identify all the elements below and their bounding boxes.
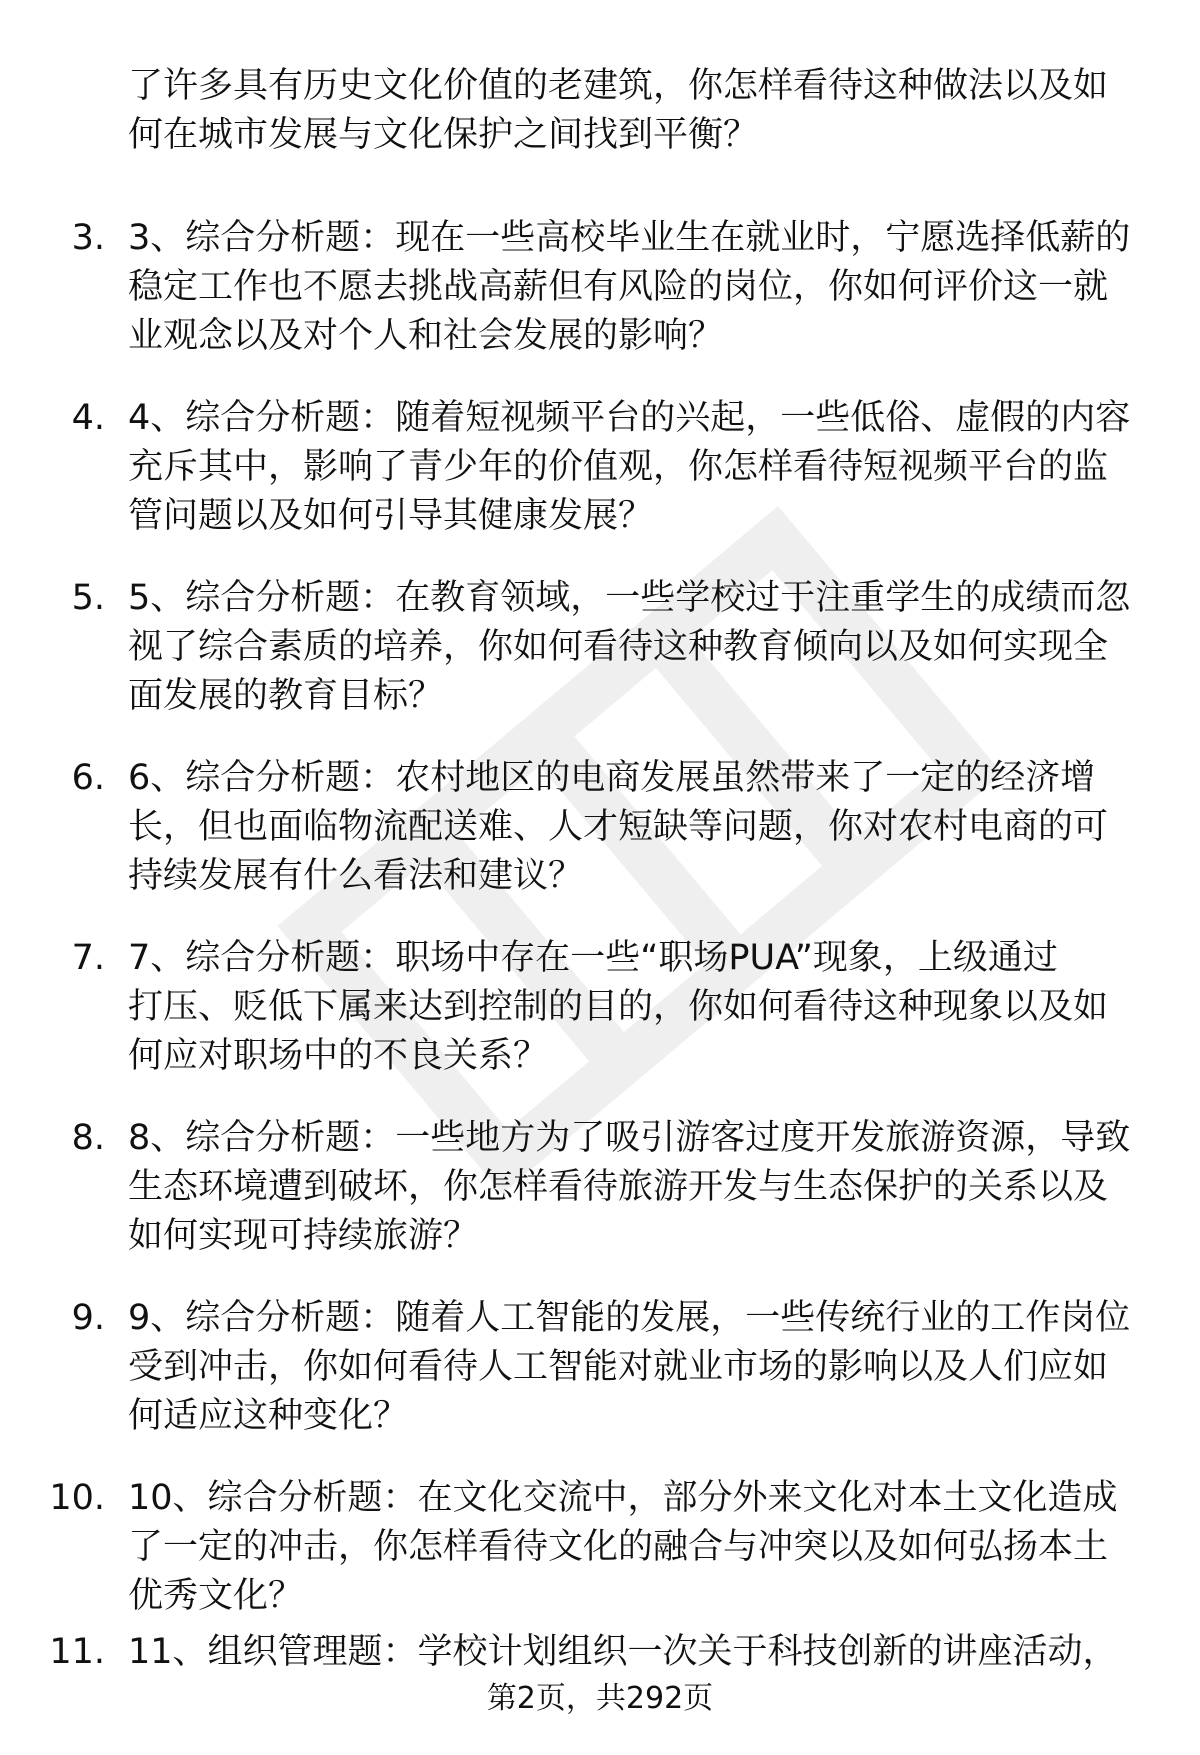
text-line: 长，但也面临物流配送难、人才短缺等问题，你对农村电商的可 [128, 807, 1109, 847]
item-number: 4. [71, 398, 105, 438]
item-number: 9. [71, 1298, 105, 1338]
item-text [128, 214, 1130, 361]
text-line: 10、综合分析题：在文化交流中，部分外来文化对本土文化造成 [128, 1478, 1118, 1518]
item-text [128, 1630, 1118, 1674]
text-line: 受到冲击，你如何看待人工智能对就业市场的影响以及人们应如 [128, 1347, 1109, 1387]
text-line: 3、综合分析题：现在一些高校毕业生在就业时，宁愿选择低薪的 [128, 218, 1131, 258]
item-text [128, 1474, 1118, 1621]
text-line: 生态环境遭到破坏，你怎样看待旅游开发与生态保护的关系以及 [128, 1167, 1109, 1207]
text-line: 视了综合素质的培养，你如何看待这种教育倾向以及如何实现全 [128, 627, 1109, 667]
text-line: 8、综合分析题：一些地方为了吸引游客过度开发旅游资源，导致 [128, 1118, 1131, 1158]
text-line: 7、综合分析题：职场中存在一些“职场PUA”现象，上级通过 [128, 938, 1058, 978]
item-number: 5. [71, 578, 105, 618]
item-text [128, 574, 1130, 721]
item-text [128, 934, 1108, 1081]
text-line: 如何实现可持续旅游？ [128, 1216, 479, 1256]
item-number: 10. [49, 1478, 105, 1518]
item-number: 11. [49, 1632, 105, 1672]
item-number: 8. [71, 1118, 105, 1158]
text-line: 5、综合分析题：在教育领域，一些学校过于注重学生的成绩而忽 [128, 578, 1131, 618]
text-line: 6、综合分析题：农村地区的电商发展虽然带来了一定的经济增 [128, 758, 1096, 798]
item-number: 3. [71, 218, 105, 258]
text-line: 管问题以及如何引导其健康发展？ [128, 496, 654, 536]
text-line: 11、组织管理题：学校计划组织一次关于科技创新的讲座活动， [128, 1632, 1118, 1672]
text-line: 业观念以及对个人和社会发展的影响？ [128, 316, 724, 356]
page-footer: 第2页，共292页 [486, 1681, 714, 1716]
item-text [128, 394, 1130, 541]
continuation-text [128, 62, 1108, 160]
text-line: 9、综合分析题：随着人工智能的发展，一些传统行业的工作岗位 [128, 1298, 1131, 1338]
text-line: 持续发展有什么看法和建议？ [128, 856, 584, 896]
item-text [128, 754, 1108, 901]
text-line: 面发展的教育目标？ [128, 676, 444, 716]
text-line: 稳定工作也不愿去挑战高薪但有风险的岗位，你如何评价这一就 [128, 267, 1109, 307]
item-text [128, 1114, 1130, 1261]
text-line: 打压、贬低下属来达到控制的目的，你如何看待这种现象以及如 [128, 987, 1109, 1027]
item-number: 6. [71, 758, 105, 798]
text-line: 何适应这种变化？ [128, 1396, 409, 1436]
text-line: 优秀文化？ [128, 1576, 304, 1616]
text-line: 充斥其中，影响了青少年的价值观，你怎样看待短视频平台的监 [128, 447, 1109, 487]
item-text [128, 1294, 1130, 1441]
text-line: 了一定的冲击，你怎样看待文化的融合与冲突以及如何弘扬本土 [128, 1527, 1109, 1567]
text-line: 4、综合分析题：随着短视频平台的兴起，一些低俗、虚假的内容 [128, 398, 1131, 438]
text-line: 了许多具有历史文化价值的老建筑，你怎样看待这种做法以及如 [128, 66, 1109, 106]
item-number: 7. [71, 938, 105, 978]
text-line: 何应对职场中的不良关系？ [128, 1036, 549, 1076]
text-line: 何在城市发展与文化保护之间找到平衡？ [128, 115, 759, 155]
